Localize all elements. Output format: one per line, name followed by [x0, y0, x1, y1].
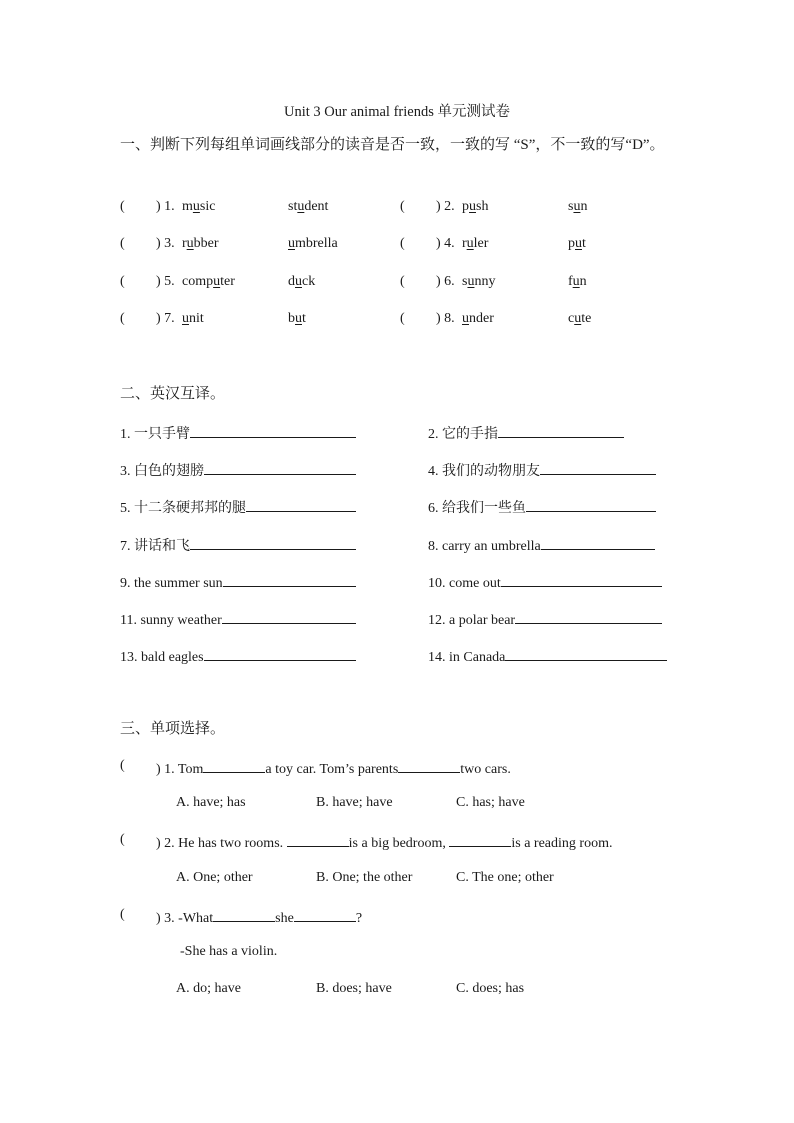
option-c[interactable]: C. has; have: [456, 795, 525, 810]
underlined-letter: u: [213, 274, 221, 289]
translation-item: [428, 646, 667, 666]
section2-heading: 二、英汉互译。: [120, 386, 226, 402]
item-number: ) 2.: [436, 199, 455, 214]
answer-blank[interactable]: [246, 497, 356, 512]
question-2-text: [156, 832, 612, 852]
answer-blank[interactable]: [287, 832, 349, 847]
item-number: ) 1.: [156, 199, 175, 214]
word-1: computer: [182, 274, 235, 289]
question-1-end: two cars.: [460, 762, 511, 777]
option-a[interactable]: A. do; have: [176, 981, 241, 996]
answer-blank[interactable]: [540, 460, 656, 475]
word-2: umbrella: [288, 236, 338, 251]
translation-prompt: 7. 讲话和飞: [120, 539, 190, 554]
translation-item: [120, 460, 356, 480]
answer-paren[interactable]: (: [120, 758, 125, 773]
answer-paren[interactable]: (: [400, 236, 405, 251]
question-3-answer: -She has a violin.: [180, 944, 278, 959]
answer-blank[interactable]: [294, 907, 356, 922]
option-c[interactable]: C. does; has: [456, 981, 525, 996]
question-3-end: ?: [355, 911, 363, 926]
translation-prompt: 10. come out: [428, 576, 501, 591]
word-2: but: [288, 311, 306, 326]
answer-blank[interactable]: [204, 460, 356, 475]
word-2: sun: [568, 199, 588, 214]
answer-blank[interactable]: [203, 758, 265, 773]
underlined-letter: u: [297, 199, 305, 214]
answer-paren[interactable]: (: [400, 274, 405, 289]
translation-item: [428, 535, 655, 555]
translation-item: [428, 497, 656, 517]
question-1-start: ) 1. Tom: [156, 762, 204, 777]
answer-blank[interactable]: [190, 535, 356, 550]
word-1: sunny: [462, 274, 496, 289]
word-1: rubber: [182, 236, 219, 251]
word-2: student: [288, 199, 329, 214]
question-2-middle: is a big bedroom,: [348, 836, 450, 851]
underlined-letter: u: [186, 236, 194, 251]
translation-prompt: 13. bald eagles: [120, 650, 204, 665]
answer-paren[interactable]: (: [120, 832, 125, 847]
answer-blank[interactable]: [501, 572, 662, 587]
translation-prompt: 6. 给我们一些鱼: [428, 501, 526, 516]
item-number: ) 5.: [156, 274, 175, 289]
underlined-letter: u: [288, 236, 295, 251]
item-number: ) 6.: [436, 274, 455, 289]
translation-item: [428, 609, 662, 629]
answer-paren[interactable]: (: [120, 274, 125, 289]
word-1: ruler: [462, 236, 489, 251]
underlined-letter: u: [575, 236, 582, 251]
translation-item: [428, 572, 662, 592]
question-1-middle: a toy car. Tom’s parents: [265, 762, 399, 777]
answer-blank[interactable]: [223, 572, 356, 587]
question-3-middle: she: [275, 911, 294, 926]
translation-prompt: 2. 它的手指: [428, 427, 498, 442]
underlined-letter: u: [295, 311, 302, 326]
word-1: unit: [182, 311, 204, 326]
underlined-letter: u: [467, 274, 475, 289]
page-title: Unit 3 Our animal friends 单元测试卷: [284, 104, 510, 120]
word-2: cute: [568, 311, 592, 326]
option-b[interactable]: B. have; have: [316, 795, 393, 810]
answer-paren[interactable]: (: [120, 907, 125, 922]
translation-item: [428, 460, 656, 480]
answer-blank[interactable]: [398, 758, 460, 773]
answer-blank[interactable]: [190, 423, 356, 438]
answer-blank[interactable]: [449, 832, 511, 847]
translation-prompt: 12. a polar bear: [428, 613, 516, 628]
translation-item: [120, 423, 356, 443]
word-1: push: [462, 199, 489, 214]
underlined-letter: u: [466, 236, 474, 251]
translation-prompt: 11. sunny weather: [120, 613, 222, 628]
question-3-start: ) 3. -What: [156, 911, 214, 926]
question-2-end: is a reading room.: [511, 836, 613, 851]
answer-blank[interactable]: [498, 423, 624, 438]
underlined-letter: u: [469, 199, 476, 214]
option-c[interactable]: C. The one; other: [456, 870, 554, 885]
item-number: ) 3.: [156, 236, 175, 251]
translation-item: [428, 423, 624, 443]
answer-blank[interactable]: [505, 646, 667, 661]
underlined-letter: u: [573, 199, 581, 214]
translation-item: [120, 572, 356, 592]
answer-paren[interactable]: (: [120, 199, 125, 214]
translation-prompt: 5. 十二条硬邦邦的腿: [120, 501, 246, 516]
translation-prompt: 4. 我们的动物朋友: [428, 464, 540, 479]
translation-item: [120, 646, 356, 666]
option-a[interactable]: A. have; has: [176, 795, 246, 810]
question-3-text: [156, 907, 362, 927]
word-2: duck: [288, 274, 316, 289]
underlined-letter: u: [295, 274, 302, 289]
answer-blank[interactable]: [515, 609, 662, 624]
section3-heading: 三、单项选择。: [120, 721, 226, 737]
translation-prompt: 14. in Canada: [428, 650, 506, 665]
item-number: ) 7.: [156, 311, 175, 326]
underlined-letter: u: [462, 311, 469, 326]
option-a[interactable]: A. One; other: [176, 870, 253, 885]
underlined-letter: u: [572, 274, 580, 289]
answer-paren[interactable]: (: [120, 236, 125, 251]
translation-item: [120, 535, 356, 555]
item-number: ) 8.: [436, 311, 455, 326]
answer-blank[interactable]: [204, 646, 356, 661]
answer-blank[interactable]: [541, 535, 655, 550]
answer-blank[interactable]: [526, 497, 656, 512]
answer-paren[interactable]: (: [120, 311, 125, 326]
underlined-letter: u: [182, 311, 189, 326]
translation-prompt: 1. 一只手臂: [120, 427, 190, 442]
option-b[interactable]: B. One; the other: [316, 870, 413, 885]
word-2: fun: [568, 274, 587, 289]
answer-paren[interactable]: (: [400, 311, 405, 326]
underlined-letter: u: [574, 311, 582, 326]
answer-paren[interactable]: (: [400, 199, 405, 214]
question-1-text: [156, 758, 511, 778]
underlined-letter: u: [192, 199, 200, 214]
answer-blank[interactable]: [222, 609, 356, 624]
word-2: put: [568, 236, 586, 251]
word-1: under: [462, 311, 494, 326]
translation-prompt: 8. carry an umbrella: [428, 539, 541, 554]
question-2-start: ) 2. He has two rooms.: [156, 836, 287, 851]
translation-item: [120, 497, 356, 517]
answer-blank[interactable]: [213, 907, 275, 922]
translation-item: [120, 609, 356, 629]
word-1: music: [182, 199, 216, 214]
translation-prompt: 3. 白色的翅膀: [120, 464, 204, 479]
section1-heading: 一、判断下列每组单词画线部分的读音是否一致，一致的写 “S”，不一致的写“D”。: [120, 137, 665, 153]
item-number: ) 4.: [436, 236, 455, 251]
option-b[interactable]: B. does; have: [316, 981, 392, 996]
translation-prompt: 9. the summer sun: [120, 576, 223, 591]
